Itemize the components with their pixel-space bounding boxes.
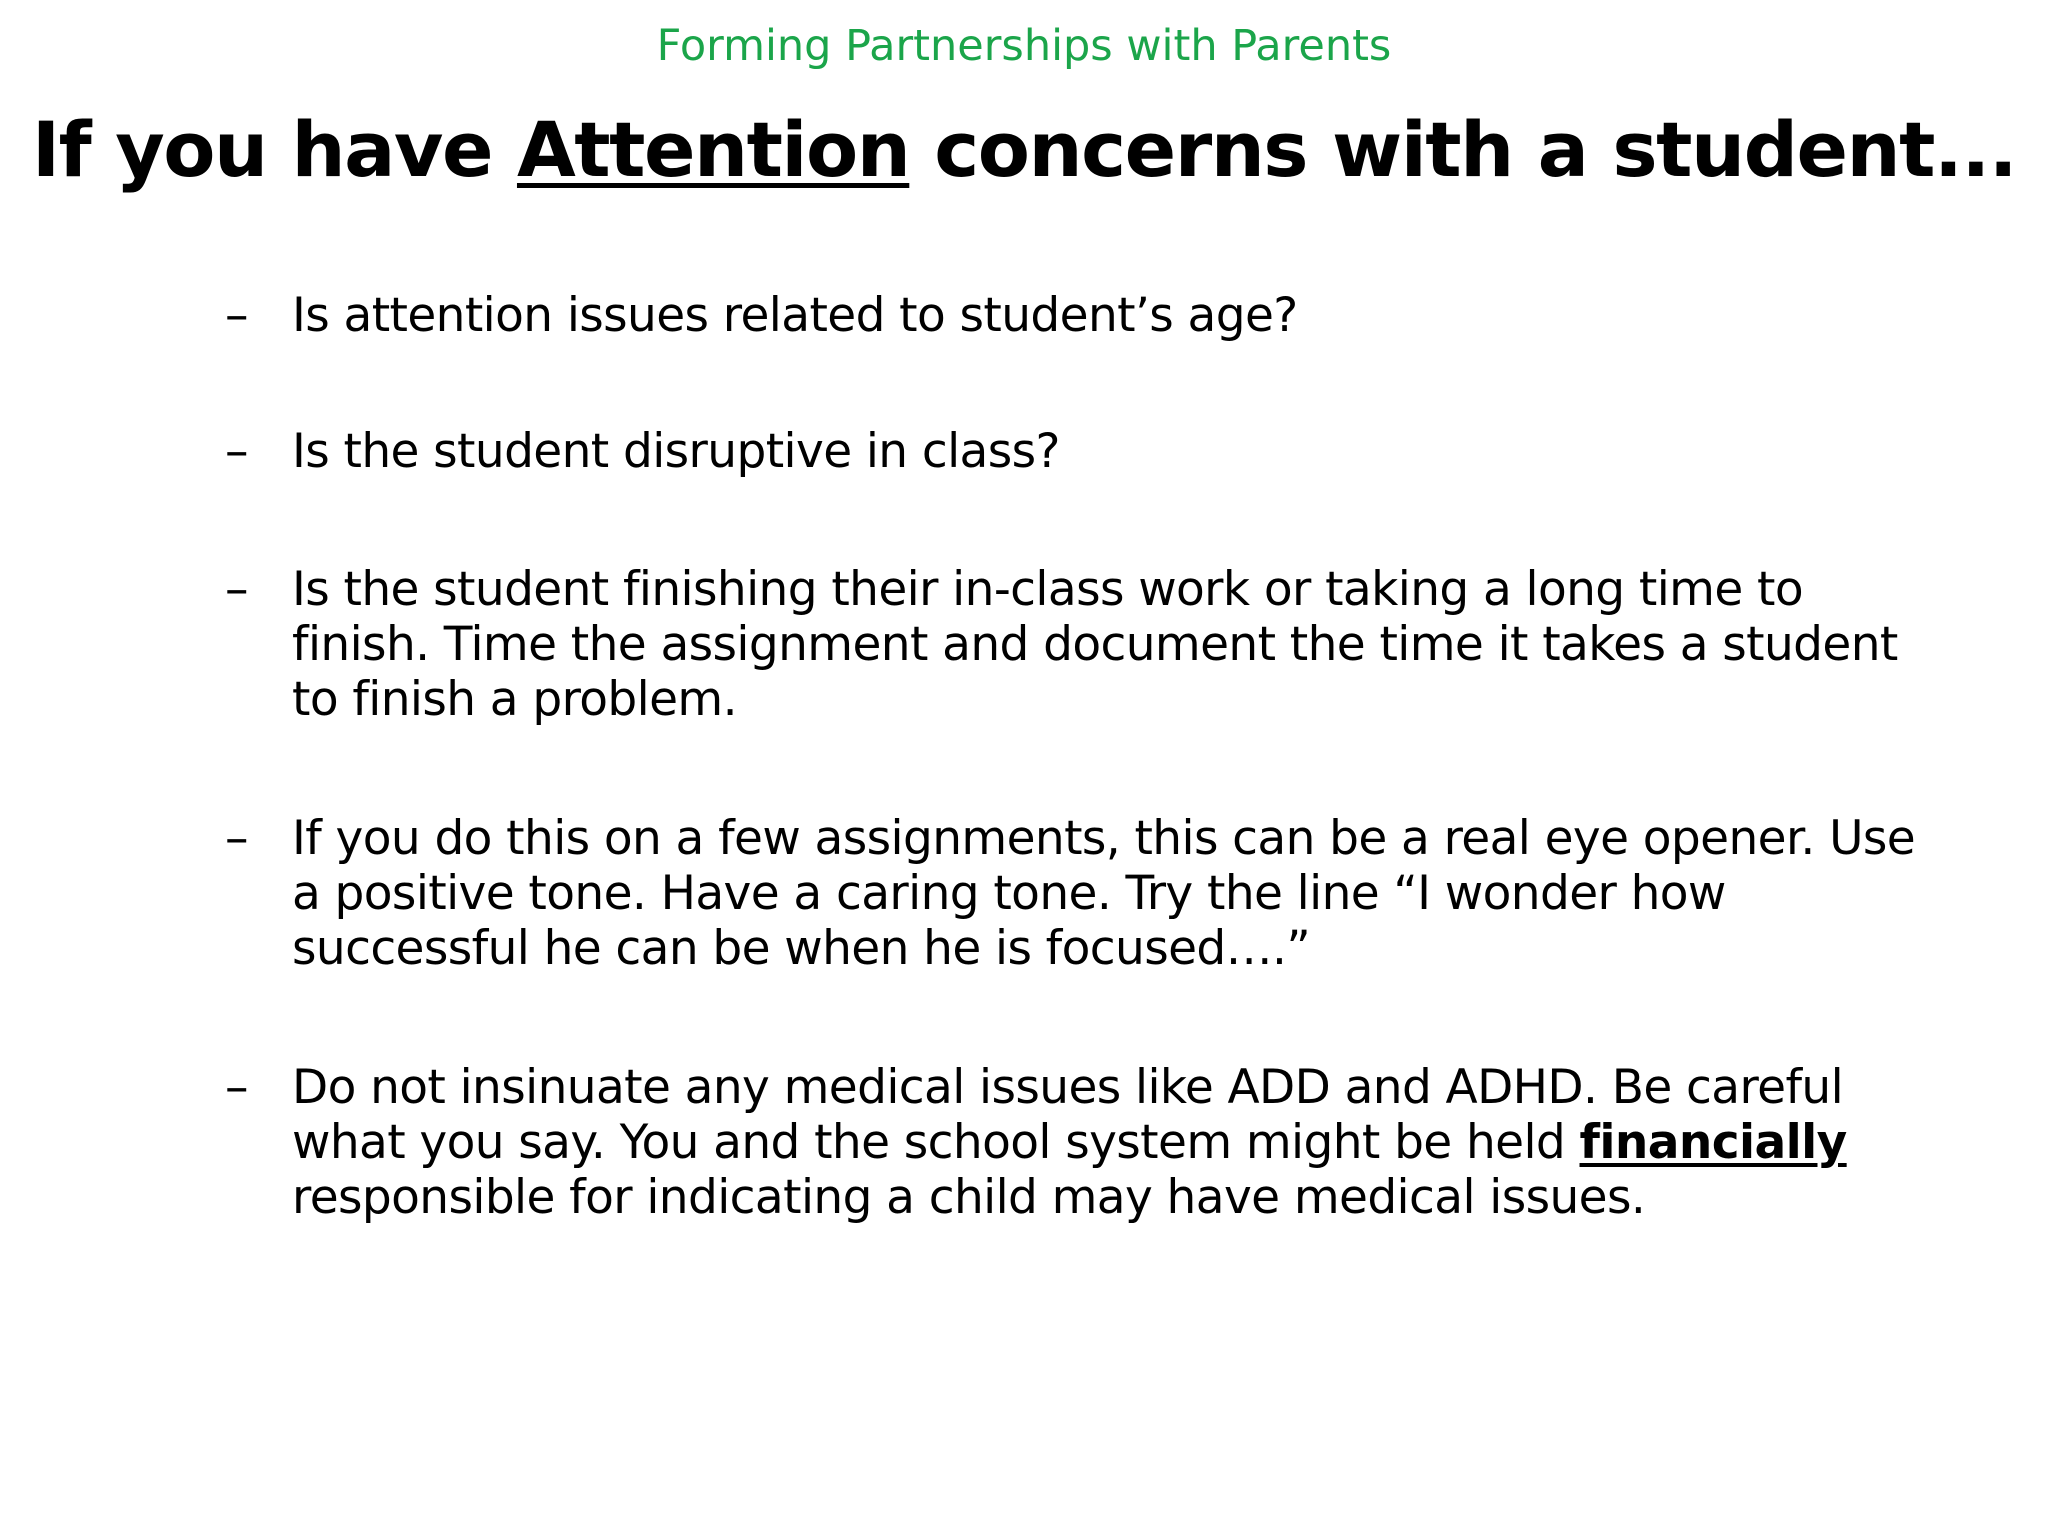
bullet-dash: –	[225, 562, 248, 617]
bullet-text: Is the student disruptive in class?	[292, 424, 1060, 479]
slide-subtitle: Forming Partnerships with Parents	[656, 21, 1392, 71]
bullet-dash: –	[225, 1060, 248, 1115]
title-emphasis: Attention	[516, 105, 910, 194]
bullet-emphasis: financially	[1579, 1115, 1847, 1170]
bullet-text: If you do this on a few assignments, this can be a real eye opener. Use a positive tone. Have a caring tone. Try the line “I wonder how successful he can be when he is focused….”	[292, 811, 1916, 976]
bullet-text	[292, 1060, 1952, 1225]
bullet-dash: –	[225, 424, 248, 479]
title-text-after: concerns with a student...	[909, 105, 2017, 194]
bullet-text: Is the student finishing their in-class work or taking a long time to finish. Time the assignment and document the time it takes a student to finish a problem.	[292, 562, 1898, 727]
bullet-dash: –	[225, 811, 248, 866]
slide-title	[0, 100, 2048, 200]
bullet-dash: –	[225, 288, 248, 343]
bullet-text: Is attention issues related to student’s age?	[292, 288, 1298, 343]
bullet-text-before: Do not insinuate any medical issues like ADD and ADHD. Be careful what you say. You and the school system might be held	[292, 1060, 1844, 1170]
title-text-before: If you have	[31, 105, 517, 194]
bullet-text-after: responsible for indicating a child may have medical issues.	[292, 1170, 1646, 1225]
